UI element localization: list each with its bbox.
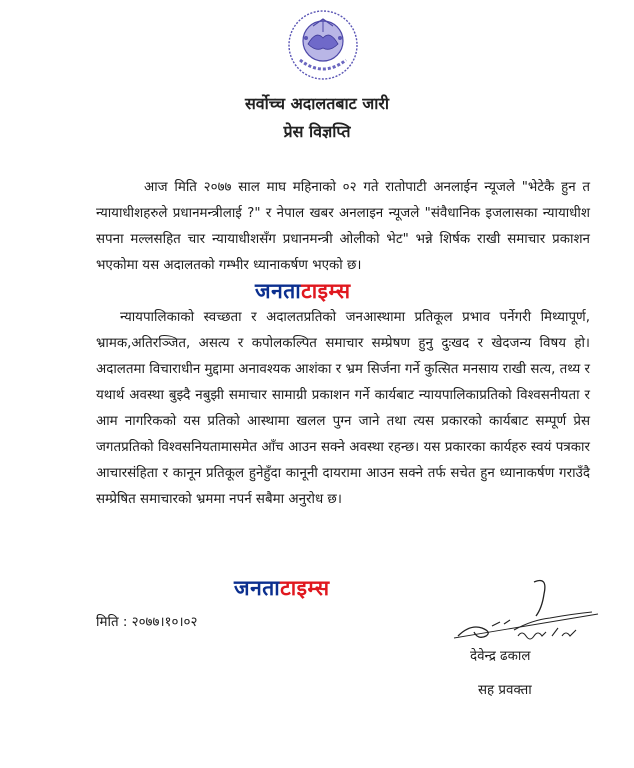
handwritten-signature bbox=[452, 574, 602, 644]
court-seal-icon bbox=[286, 8, 360, 82]
watermark-part-red: टाइम्स bbox=[280, 576, 330, 600]
watermark-logo-bottom bbox=[234, 574, 330, 602]
watermark-part-blue: जनता bbox=[234, 576, 281, 600]
document-subtitle: प्रेस विज्ञप्ति bbox=[283, 122, 351, 141]
issue-date: मिति : २०७७।१०।०२ bbox=[96, 615, 198, 630]
signer-name: देवेन्द्र ढकाल bbox=[470, 649, 531, 664]
watermark-part-blue: जनता bbox=[255, 279, 302, 303]
paragraph-2: न्यायपालिकाको स्वच्छता र अदालतप्रतिको जनआस्थामा प्रतिकूल प्रभाव पर्नेगरी मिथ्यापूर्ण, भ्रामक,अतिरञ्जित, असत्य र कपोलकल्पित समाचार सम्प्रेषण हुनु दुःखद र खेदजन्य विषय हो। अदालतमा विचाराधीन मुद्दामा अनावश्यक आशंका र भ्रम सिर्जना गर्ने कुत्सित मनसाय राखी सत्य, तथ्य र यथार्थ अवस्था बुझ्दै नबुझी समाचार सामाग्री प्रकाशन गर्ने कार्यबाट न्यायपालिकाप्रतिको विश्वसनीयता र आम नागरिकको यस प्रतिको आस्थामा खलल पुग्न जाने तथा त्यस प्रकारको कार्यबाट सम्पूर्ण प्रेस जगतप्रतिको विश्वसनियतामासमेत आँच आउन सक्ने अवस्था रहन्छ। यस प्रकारका कार्यहरु स्वयं पत्रकार आचारसंहिता र कानून प्रतिकूल हुनेहुँदा कानूनी दायरामा आउन सक्ने तर्फ सचेत हुन ध्यानाकर्षण गराउँदै सम्प्रेषित समाचारको भ्रममा नपर्न सबैमा अनुरोध छ। bbox=[96, 310, 590, 507]
paragraph-1: आज मिति २०७७ साल माघ महिनाको ०२ गते रातोपाटी अनलाईन न्यूजले "भेटेकै हुन त न्यायाधीशहरुले प्रधानमन्त्रीलाई ?" र नेपाल खबर अनलाइन न्यूजले "संवैधानिक इजलासका न्यायाधीश सपना मल्लसहित चार न्यायाधीशसँग प्रधानमन्त्री ओलीको भेट" भन्ने शिर्षक राखी समाचार प्रकाशन भएकोमा यस अदालतको गम्भीर ध्यानाकर्षण भएको छ। bbox=[96, 180, 590, 273]
watermark-part-red: टाइम्स bbox=[301, 279, 351, 303]
watermark-logo-top bbox=[255, 277, 351, 305]
signer-title: सह प्रवक्ता bbox=[478, 683, 532, 698]
document-title: सर्वोच्च अदालतबाट जारी bbox=[244, 94, 390, 113]
